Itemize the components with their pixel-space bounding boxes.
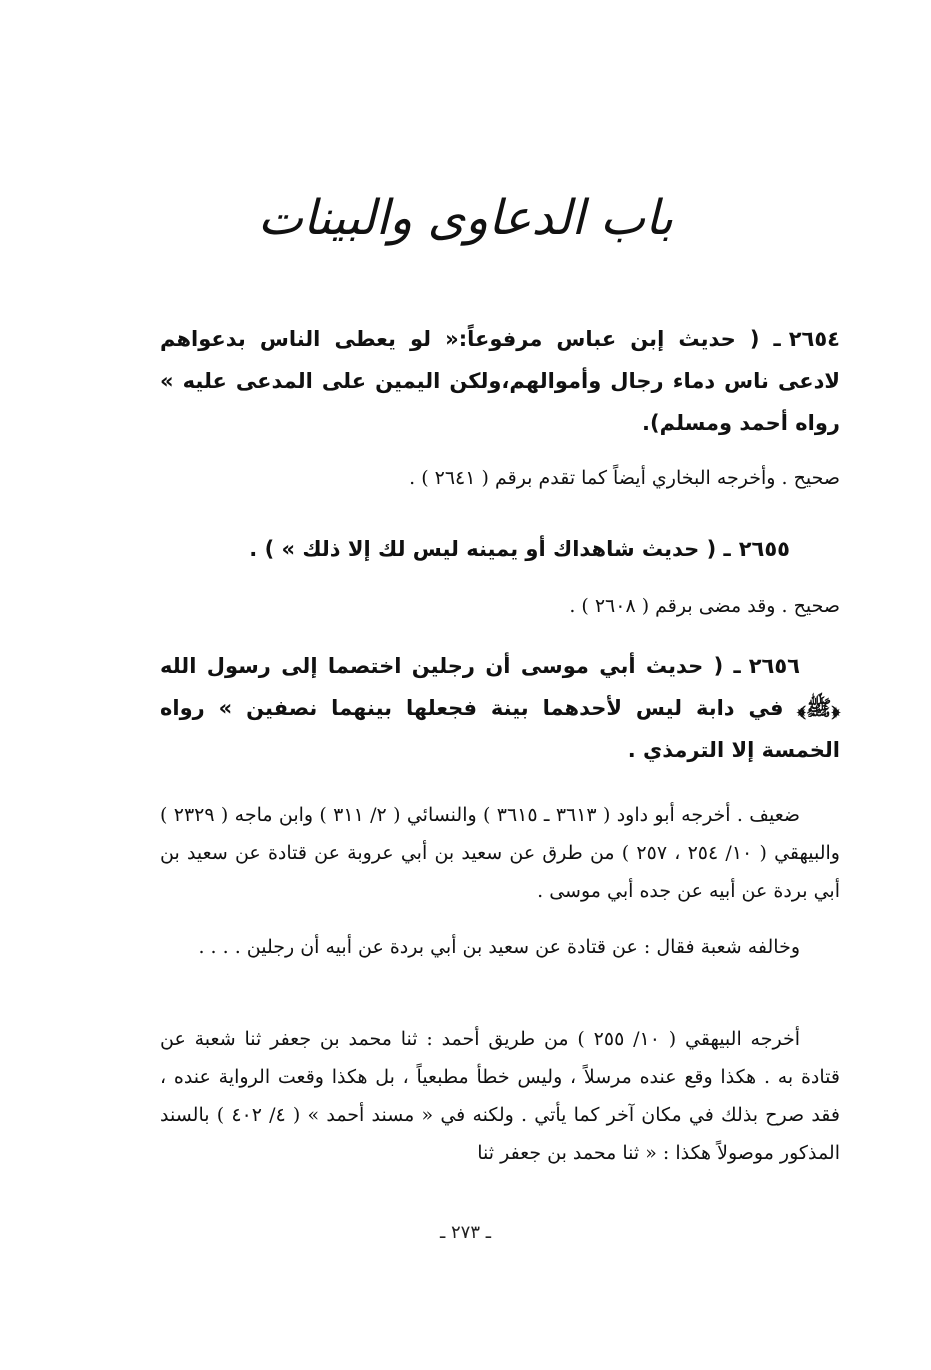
hadith-number: ٢٦٥٦ xyxy=(748,654,800,678)
chapter-title: باب الدعاوى والبينات xyxy=(257,190,674,246)
grade-word: صحيح xyxy=(793,595,840,617)
hadith-text: ـ ( حديث إبن عباس مرفوعاً:« لو يعطى الناس بدعواهم لادعى ناس دماء رجال وأموالهم،ولكن اليمين على المدعى عليه » رواه أحمد ومسلم). xyxy=(160,327,840,435)
comment-paragraph-1: وخالفه شعبة فقال : عن قتادة عن سعيد بن أبي بردة عن أبيه أن رجلين . . . . xyxy=(198,936,800,958)
hadith-number: ٢٦٥٥ xyxy=(738,537,790,561)
hadith-2654 xyxy=(160,318,840,444)
hadith-2656 xyxy=(160,645,840,771)
comment-paragraph-2: أخرجه البيهقي ( ١٠/ ٢٥٥ ) من طريق أحمد : ثنا محمد بن جعفر ثنا شعبة عن قتادة به . هكذا وقع عنده مرسلاً ، وليس خطأ مطبعياً ، بل هكذا وقعت الرواية عنده ، فقد صرح بذلك في مكان آخر كما يأتي . ولكنه في « مسند أحمد » ( ٤/ ٤٠٢ ) بالسند المذكور موصولاً هكذا : « ثنا محمد بن جعفر ثنا xyxy=(160,1028,840,1164)
hadith-2655 xyxy=(160,528,840,570)
grade-text: . وقد مضى برقم ( ٢٦٠٨ ) . xyxy=(569,595,788,617)
grade-text: . وأخرجه البخاري أيضاً كما تقدم برقم ( ٢٦٤١ ) . xyxy=(409,467,788,489)
page-number: ـ ٢٧٣ ـ xyxy=(439,1222,491,1243)
grade-2655 xyxy=(160,586,931,626)
hadith-text: ـ ( حديث شاهداك أو يمينه ليس لك إلا ذلك » ) . xyxy=(249,537,731,561)
hadith-text: ـ ( حديث أبي موسى أن رجلين اختصما إلى رسول الله ﴿ﷺ﴾ في دابة ليس لأحدهما بينة فجعلها بينهما نصفين » رواه الخمسة إلا الترمذي . xyxy=(160,654,840,762)
grade-word: ضعيف xyxy=(749,804,800,826)
hadith-number: ٢٦٥٤ xyxy=(788,327,840,351)
grade-2656 xyxy=(160,796,840,910)
grade-2654 xyxy=(160,458,931,498)
grade-word: صحيح xyxy=(793,467,840,489)
grade-text: . أخرجه أبو داود ( ٣٦١٣ ـ ٣٦١٥ ) والنسائي ( ٢/ ٣١١ ) وابن ماجه ( ٢٣٢٩ ) والبيهقي ( ١٠/ ٢٥٤ ، ٢٥٧ ) من طرق عن سعيد بن أبي عروبة عن قتادة عن سعيد بن أبي بردة عن أبيه عن جده أبي موسى . xyxy=(160,804,840,902)
